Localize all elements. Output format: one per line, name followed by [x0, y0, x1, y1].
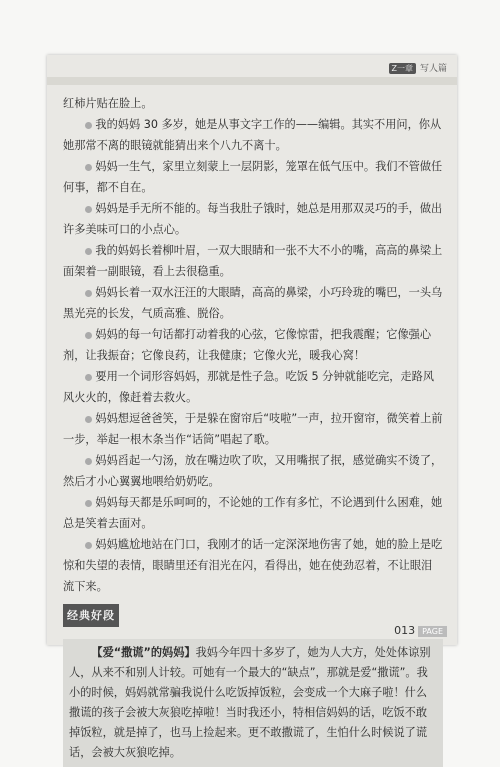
bullet-icon [85, 290, 92, 297]
paragraph [63, 366, 443, 408]
bullet-icon [85, 458, 92, 465]
bullet-icon [85, 164, 92, 171]
bullet-icon [85, 542, 92, 549]
paragraph [63, 282, 443, 324]
header-strip [47, 77, 457, 85]
paragraph-text: 妈妈舀起一勺汤，放在嘴边吹了吹，又用嘴抿了抿，感觉确实不烫了，然后才小心翼翼地喂给奶奶吃。 [63, 454, 443, 488]
paragraph [63, 408, 443, 450]
chapter-title: 写人篇 [419, 64, 447, 74]
story-text: 我妈今年四十多岁了，她为人大方，处处体谅别人，从来不和别人计较。可她有一个最大的“缺点”，那就是爱“撒谎”。我小的时候，妈妈就常骗我说什么吃饭掉饭粒，会变成一个大麻子啦！什么撒谎的孩子会被大灰狼吃掉啦！当时我还小，特相信妈妈的话，吃饭不敢掉饭粒，就是掉了，也马上捡起来。更不敢撒谎了，生怕什么时候说了谎话，会被大灰狼吃掉。 [69, 646, 431, 759]
story-box [63, 639, 443, 767]
running-header [389, 61, 448, 74]
paragraph [63, 156, 443, 198]
bullet-icon [85, 374, 92, 381]
paragraph-text: 我的妈妈 30 多岁，她是从事文字工作的——编辑。其实不用问，你从她那常不离的眼镜就能猜出来个八九不离十。 [63, 118, 442, 152]
paragraph [63, 114, 443, 156]
page-tag: PAGE [418, 626, 447, 637]
page-number: 013 [394, 624, 416, 637]
bullet-icon [85, 500, 92, 507]
chapter-badge: Z一章 [389, 63, 416, 74]
bullet-icon [85, 248, 92, 255]
bullet-icon [85, 122, 92, 129]
bullet-icon [85, 416, 92, 423]
story-lead: 【爱“撒谎”的妈妈】 [91, 646, 196, 659]
paragraph [63, 492, 443, 534]
section-heading: 经典好段 [63, 604, 119, 627]
paragraph [63, 324, 443, 366]
book-page [47, 55, 457, 759]
bullet-icon [85, 206, 92, 213]
paragraph [63, 450, 443, 492]
paragraph-text: 妈妈尴尬地站在门口，我刚才的话一定深深地伤害了她，她的脸上是吃惊和失望的表情，眼睛里还有泪光在闪，看得出，她在使劲忍着，不让眼泪流下来。 [63, 538, 443, 593]
page-footer [394, 624, 447, 637]
page-content [63, 93, 443, 767]
paragraph-text: 我的妈妈长着柳叶眉，一双大眼睛和一张不大不小的嘴，高高的鼻梁上面架着一副眼镜，看上去很稳重。 [63, 244, 443, 278]
paragraph-text: 要用一个词形容妈妈，那就是性子急。吃饭 5 分钟就能吃完，走路风风火火的，像赶着去救火。 [63, 370, 435, 404]
story-paragraph [69, 643, 437, 763]
paragraph: 红柿片贴在脸上。 [63, 97, 153, 110]
paragraph-text: 妈妈是手无所不能的。每当我肚子饿时，她总是用那双灵巧的手，做出许多美味可口的小点心。 [63, 202, 443, 236]
paragraph-text: 妈妈的每一句话都打动着我的心弦，它像惊雷，把我震醒；它像强心剂，让我振奋；它像良药，让我健康；它像火光，暖我心窝！ [63, 328, 432, 362]
paragraph-text: 妈妈一生气，家里立刻蒙上一层阴影，笼罩在低气压中。我们不管做任何事，都不自在。 [63, 160, 443, 194]
bullet-icon [85, 332, 92, 339]
paragraph-text: 妈妈长着一双水汪汪的大眼睛，高高的鼻梁，小巧玲珑的嘴巴，一头乌黑光亮的长发，气质高雅、脱俗。 [63, 286, 443, 320]
paragraph-text: 妈妈想逗爸爸笑，于是躲在窗帘后“吱啦”一声，拉开窗帘，微笑着上前一步，举起一根木条当作“话筒”唱起了歌。 [63, 412, 443, 446]
paragraph [63, 198, 443, 240]
paragraph-text: 妈妈每天都是乐呵呵的，不论她的工作有多忙，不论遇到什么困难，她总是笑着去面对。 [63, 496, 443, 530]
paragraph [63, 240, 443, 282]
paragraph [63, 534, 443, 597]
